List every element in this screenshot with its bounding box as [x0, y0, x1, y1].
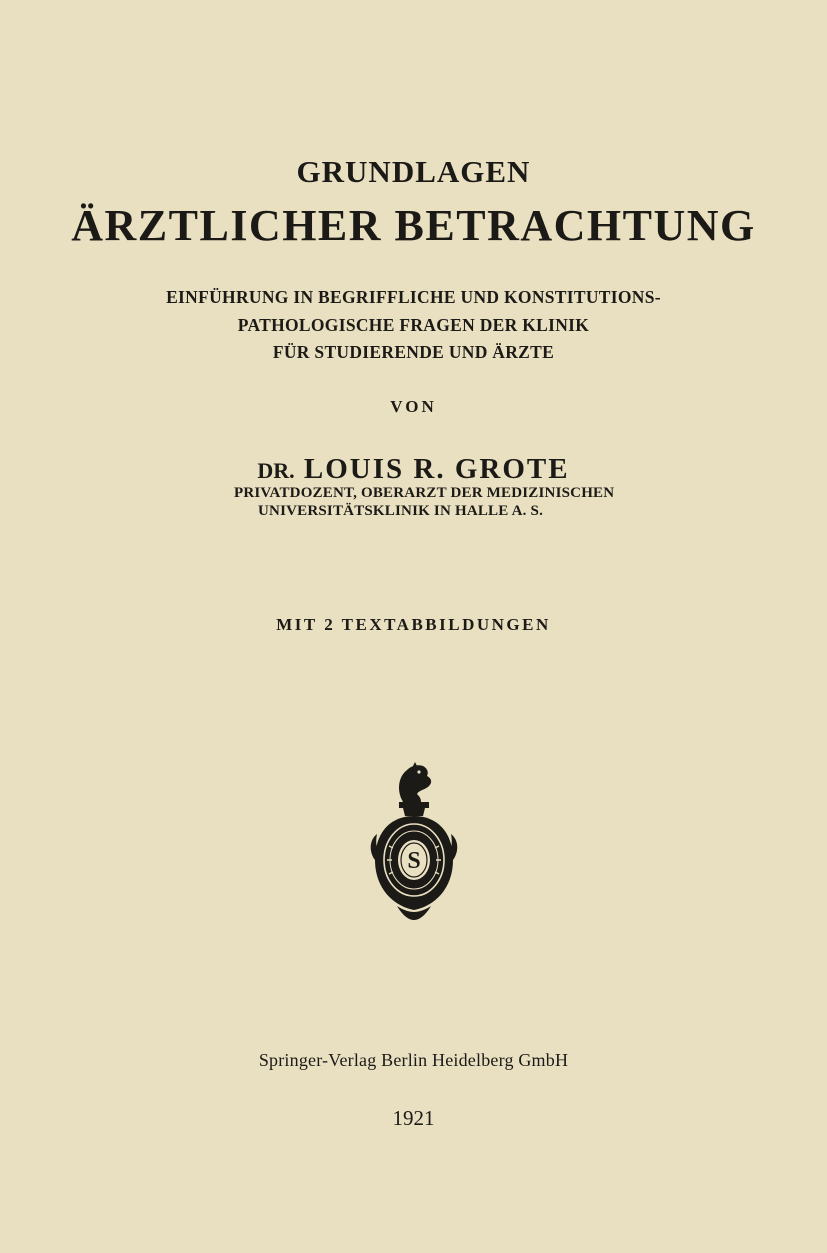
subtitle-line-1: EINFÜHRUNG IN BEGRIFFLICHE UND KONSTITUTIONS-	[166, 287, 661, 307]
illustrations-note: MIT 2 TEXTABBILDUNGEN	[276, 615, 551, 634]
book-title-line-2: ÄRZTLICHER BETRACHTUNG	[71, 201, 756, 250]
publication-year: 1921	[392, 1106, 435, 1130]
byline: VON	[390, 397, 437, 416]
logo-monogram: S	[407, 848, 421, 874]
subtitle-line-3: FÜR STUDIERENDE UND ÄRZTE	[272, 342, 555, 362]
author-title-prefix: DR.	[257, 458, 295, 483]
publisher-name: Springer-Verlag Berlin Heidelberg GmbH	[258, 1050, 569, 1070]
subtitle-line-2: PATHOLOGISCHE FRAGEN DER KLINIK	[237, 315, 590, 335]
author-full-name: LOUIS R. GROTE	[303, 453, 570, 485]
author-affiliation-line-1: PRIVATDOZENT, OBERARZT DER MEDIZINISCHEN	[234, 485, 615, 501]
author-affiliation-line-2: UNIVERSITÄTSKLINIK IN HALLE A. S.	[258, 503, 544, 519]
author-name	[0, 453, 827, 486]
book-title-line-1: GRUNDLAGEN	[296, 154, 531, 189]
springer-knight-emblem-icon	[367, 760, 461, 922]
